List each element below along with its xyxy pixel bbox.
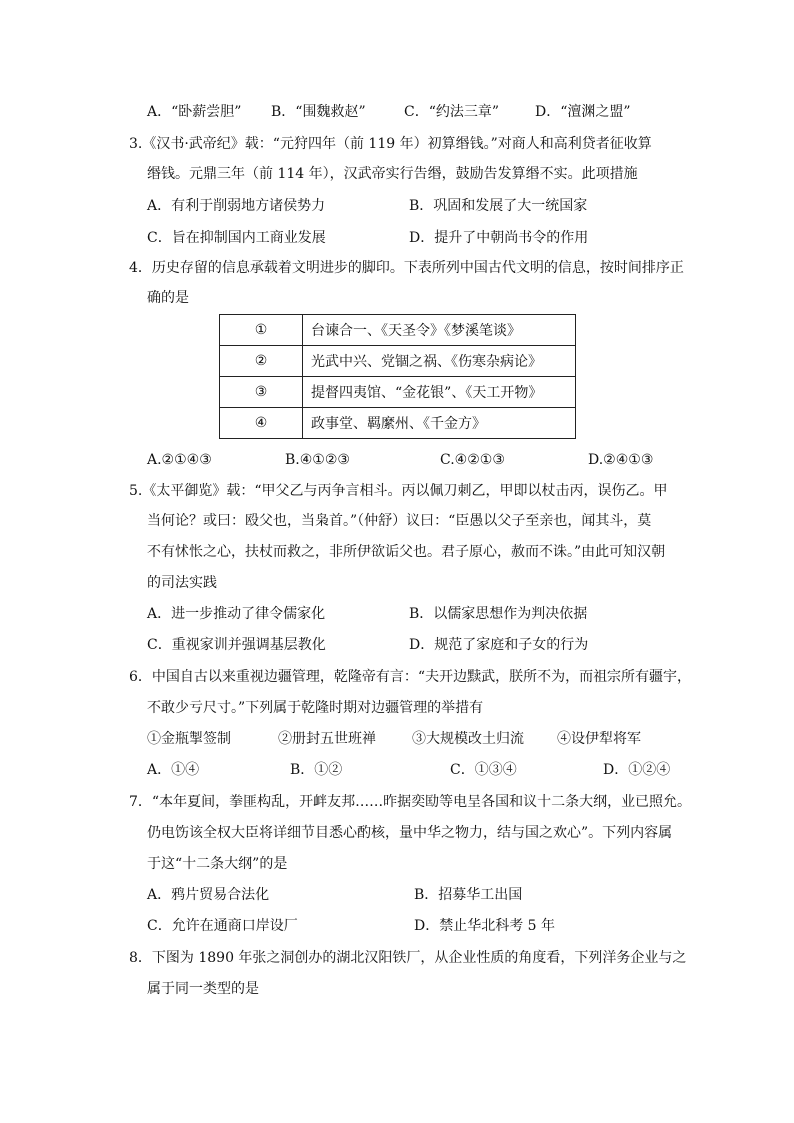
table-row-text: 政事堂、羁縻州、《千金方》 <box>303 408 576 439</box>
q4-option-a: A.②①④③ <box>147 452 212 468</box>
q3-option-c: C．旨在抑制国内工商业发展 <box>147 230 326 246</box>
table-row-number: ① <box>220 315 303 346</box>
q6-option-d: D．①②④ <box>603 762 671 778</box>
q5-stem-line1: 5.《太平御览》载：“甲父乙与丙争言相斗。丙以佩刀刺乙，甲即以杖击丙，误伤乙。甲 <box>129 483 668 499</box>
q7-option-a: A．鸦片贸易合法化 <box>147 887 270 903</box>
table-row-text: 台谏合一、《天圣令》《梦溪笔谈》 <box>303 315 576 346</box>
q6-item-1: ①金瓶掣签制 <box>147 731 231 747</box>
q3-stem-line1: 3.《汉书·武帝纪》载：“元狩四年（前 119 年）初算缗钱。”对商人和高利贷者征收算 <box>129 136 652 152</box>
q6-item-4: ④设伊犁将军 <box>557 731 641 747</box>
q6-item-2: ②册封五世班禅 <box>278 731 376 747</box>
q5-option-d: D．规范了家庭和子女的行为 <box>409 637 589 653</box>
q4-option-b: B.④①②③ <box>285 452 350 468</box>
table-row <box>220 346 576 377</box>
table-row-number: ④ <box>220 408 303 439</box>
q7-option-d: D．禁止华北科考 5 年 <box>414 918 556 934</box>
table-row-number: ③ <box>220 377 303 408</box>
q6-option-a: A．①④ <box>147 762 200 778</box>
q7-option-b: B．招募华工出国 <box>414 887 523 903</box>
q4-option-d: D.②④①③ <box>588 452 654 468</box>
q8-stem-line2: 属于同一类型的是 <box>147 981 259 997</box>
q5-option-a: A．进一步推动了律令儒家化 <box>147 606 326 622</box>
q7-stem-line1: 7．“本年夏间，拳匪构乱，开衅友邦……昨据奕劻等电呈各国和议十二条大纲，业已照允。 <box>129 794 692 810</box>
q3-option-b: B．巩固和发展了大一统国家 <box>409 198 588 214</box>
q4-stem-line2: 确的是 <box>147 290 189 306</box>
q6-stem-line1: 6．中国自古以来重视边疆管理，乾隆帝有言：“夫开边黩武，朕所不为，而祖宗所有疆宇， <box>129 669 692 685</box>
q6-option-b: B．①② <box>290 762 343 778</box>
table-row-text: 提督四夷馆、“金花银”、《天工开物》 <box>303 377 576 408</box>
q7-option-c: C．允许在通商口岸设厂 <box>147 918 298 934</box>
table-row-text: 光武中兴、党锢之祸、《伤寒杂病论》 <box>303 346 576 377</box>
q3-option-d: D．提升了中朝尚书令的作用 <box>409 230 589 246</box>
q7-stem-line3: 于这“十二条大纲”的是 <box>147 856 288 872</box>
q3-stem-line2: 缗钱。元鼎三年（前 114 年），汉武帝实行告缗，鼓励告发算缗不实。此项措施 <box>147 166 638 182</box>
table-row-number: ② <box>220 346 303 377</box>
table-row <box>220 315 576 346</box>
q5-option-c: C．重视家训并强调基层教化 <box>147 637 326 653</box>
q5-option-b: B．以儒家思想作为判决依据 <box>409 606 588 622</box>
q2-option-c: C．“约法三章” <box>404 104 500 120</box>
q6-item-3: ③大规模改土归流 <box>412 731 524 747</box>
q2-option-a: A．“卧薪尝胆” <box>147 104 242 120</box>
q3-option-a: A．有利于削弱地方诸侯势力 <box>147 198 326 214</box>
q4-info-table <box>219 314 576 439</box>
q6-stem-line2: 不敢少亏尺寸。”下列属于乾隆时期对边疆管理的举措有 <box>147 700 484 716</box>
q7-stem-line2: 仍电饬该全权大臣将详细节目悉心酌核，量中华之物力，结与国之欢心”。下列内容属 <box>147 825 673 841</box>
q5-stem-line3: 不有怵怅之心，扶杖而救之，非所伊欲诟父也。君子原心，赦而不诛。”由此可知汉朝 <box>147 544 666 560</box>
table-row <box>220 377 576 408</box>
q4-option-c: C.④②①③ <box>440 452 505 468</box>
q6-option-c: C．①③④ <box>450 762 517 778</box>
q4-stem-line1: 4．历史存留的信息承载着文明进步的脚印。下表所列中国古代文明的信息，按时间排序正 <box>129 260 684 276</box>
q2-option-d: D．“澶渊之盟” <box>535 104 631 120</box>
q2-option-b: B．“围魏救赵” <box>271 104 366 120</box>
q5-stem-line2: 当何论？或曰：殴父也，当枭首。”（仲舒）议曰：“臣愚以父子至亲也，闻其斗，莫 <box>147 513 652 529</box>
q5-stem-line4: 的司法实践 <box>147 575 217 591</box>
q8-stem-line1: 8．下图为 1890 年张之洞创办的湖北汉阳铁厂，从企业性质的角度看，下列洋务企业与之 <box>129 950 687 966</box>
table-row <box>220 408 576 439</box>
